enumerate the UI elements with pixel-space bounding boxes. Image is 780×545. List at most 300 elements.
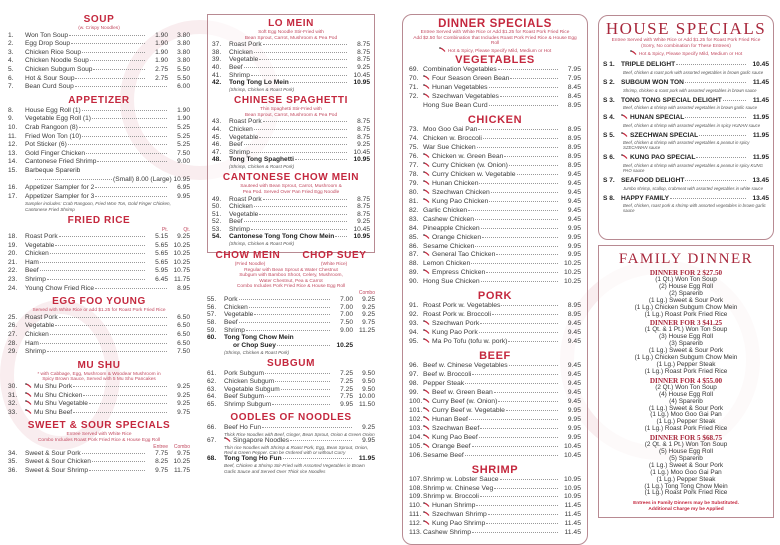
section-heading: [207, 358, 375, 370]
menu-item[interactable]: [409, 102, 581, 111]
item-number: S 3.: [603, 96, 615, 104]
item-price: 9.45: [567, 397, 581, 405]
menu-item[interactable]: [8, 107, 190, 116]
dot-leader: [265, 396, 330, 397]
dot-leader: [469, 419, 558, 420]
menu-item[interactable]: [409, 260, 581, 269]
item-price: 8.45: [567, 84, 581, 92]
dot-leader: [89, 403, 167, 404]
item-line: [409, 84, 581, 93]
hot-pepper-icon: [25, 409, 32, 414]
menu-item[interactable]: [409, 234, 581, 243]
hot-pepper-icon: [621, 114, 628, 119]
menu-item[interactable]: [212, 203, 370, 211]
item-line: [212, 226, 370, 234]
family-dinner-option[interactable]: [603, 434, 769, 497]
item-line: [212, 56, 370, 64]
menu-item[interactable]: [207, 311, 375, 319]
dot-leader: [75, 86, 167, 87]
menu-item[interactable]: [409, 269, 581, 278]
section-note: Spicy Brown Sauce, Served with 5 Mu Shu Pancakes: [42, 377, 156, 383]
menu-item[interactable]: [409, 398, 581, 407]
menu-item[interactable]: [212, 141, 370, 149]
item-name: Shrimp w. Lobster Sauce: [423, 475, 499, 483]
menu-item[interactable]: [8, 322, 190, 331]
menu-item[interactable]: [212, 64, 370, 72]
menu-item[interactable]: [8, 193, 190, 212]
dot-leader: [468, 210, 558, 211]
item-number: 11.: [8, 132, 17, 140]
item-price: 9.45: [567, 206, 581, 214]
menu-item[interactable]: [8, 133, 190, 142]
hot-pepper-icon: [423, 425, 430, 430]
item-line: [212, 134, 370, 142]
item-number: 48.: [212, 156, 222, 164]
menu-item[interactable]: [8, 32, 190, 41]
item-description: Beef, Chicken & Shrimp Stir-Fried with Assorted Vegetables in Brown Garlic Sauce and Served Over Thick rice Noodles: [224, 463, 365, 474]
item-number: 79.: [409, 179, 419, 187]
dot-leader: [472, 374, 558, 375]
menu-item[interactable]: [8, 285, 190, 294]
menu-item[interactable]: [8, 314, 190, 323]
item-name: Barbeque Sparerib: [25, 166, 81, 174]
menu-item[interactable]: [207, 455, 375, 474]
item-price: 9.45: [567, 170, 581, 178]
menu-item[interactable]: [8, 124, 190, 133]
item-name: Lemon Chicken: [423, 260, 471, 268]
menu-item[interactable]: [409, 225, 581, 234]
item-name: Beef w. Green Bean: [432, 388, 493, 396]
item-price: 8.95: [567, 311, 581, 319]
item-price: 8.95: [567, 135, 581, 143]
menu-item[interactable]: [409, 278, 581, 287]
item-number: S 5.: [603, 131, 615, 139]
dot-leader: [40, 262, 145, 263]
item-number: 109.: [409, 493, 423, 501]
item-number: 86.: [409, 242, 419, 250]
item-number: 38.: [212, 48, 222, 56]
section-title: SHRIMP: [471, 463, 519, 476]
item-line: [8, 32, 190, 41]
dinner-option-line: (1 Lg.) Chicken Subgum Chow Mein: [634, 303, 738, 311]
item-name: Beef w. Chinese Vegetables: [423, 362, 508, 370]
dinner-option-title: DINNER FOR 5 $68.75: [649, 434, 723, 443]
menu-item[interactable]: [409, 380, 581, 389]
menu-item[interactable]: [409, 75, 581, 84]
item-number: 59.: [207, 326, 217, 334]
item-price: 8.75: [357, 56, 370, 64]
item-name: Shrimp: [25, 276, 46, 284]
menu-item[interactable]: [8, 400, 190, 409]
item-name: Chicken Rice Soup: [25, 48, 82, 56]
item-description: Shrimp, chicken & roast pork with assorted vegetables in brown sauce: [623, 87, 757, 93]
dot-leader: [498, 401, 558, 402]
item-name: Singapore Noodles: [233, 436, 290, 444]
item-number: 82.: [409, 206, 419, 214]
menu-item[interactable]: [8, 331, 190, 340]
menu-item[interactable]: [8, 267, 190, 276]
dinner-option-line: (1 Lg.) Chicken Subgum Chow Mein: [634, 354, 738, 362]
menu-item[interactable]: [409, 171, 581, 180]
item-price: 8.75: [357, 48, 370, 56]
item-line: [409, 302, 581, 311]
item-price: 9.95: [567, 224, 581, 232]
menu-item[interactable]: [409, 493, 581, 502]
menu-item[interactable]: [409, 320, 581, 329]
item-number: 87.: [409, 251, 419, 259]
menu-item[interactable]: [409, 520, 581, 529]
menu-item[interactable]: [207, 437, 375, 456]
price-column-header: Pt.: [161, 227, 168, 234]
menu-item[interactable]: [409, 443, 581, 452]
menu-section: [8, 215, 190, 293]
family-dinner-option[interactable]: [603, 377, 769, 433]
menu-item[interactable]: [409, 485, 581, 494]
section-note: Sauteed with Bean Sprout, Carrot, Mushroom &: [240, 184, 342, 190]
item-name: Young Chow Fried Rice: [25, 284, 95, 292]
item-number: 45.: [212, 133, 222, 141]
item-price: 9.75: [177, 408, 190, 416]
menu-item[interactable]: [212, 211, 370, 219]
menu-item[interactable]: [207, 327, 375, 335]
item-number: 100.: [409, 397, 423, 405]
menu-item[interactable]: [8, 409, 190, 418]
menu-item[interactable]: [409, 302, 581, 311]
menu-item[interactable]: [409, 434, 581, 443]
item-line: [603, 114, 769, 123]
item-name: KUNG PAO SPECIAL: [630, 154, 696, 162]
item-number: 80.: [409, 188, 419, 196]
item-price: 10.25: [563, 260, 581, 268]
item-number: 103.: [409, 424, 423, 432]
item-name: Sesame Beef: [423, 451, 464, 459]
item-number: 51.: [212, 210, 222, 218]
menu-item[interactable]: [603, 79, 769, 93]
menu-item[interactable]: [603, 114, 769, 128]
menu-item[interactable]: [8, 458, 190, 467]
item-name: Beef Subgum: [224, 393, 264, 401]
dot-leader: [685, 180, 746, 181]
dot-leader: [699, 135, 746, 136]
menu-item[interactable]: [409, 425, 581, 434]
item-name: Chicken Subgum: [224, 378, 275, 385]
item-price-sizes: (Small) 8.00 (Large) 10.95: [113, 175, 190, 183]
menu-item[interactable]: [8, 467, 190, 476]
item-name: Fried Won Ton (10): [25, 132, 82, 140]
family-dinner-option[interactable]: [603, 319, 769, 375]
menu-item[interactable]: [603, 177, 769, 191]
menu-item[interactable]: [409, 153, 581, 162]
item-description: Beef, chicken & shrimp with assorted vegetables & peanut in spicy SZECHWAN sauce: [623, 140, 750, 151]
menu-item[interactable]: [409, 189, 581, 198]
item-number: 46.: [212, 141, 222, 149]
item-price: 1.90: [155, 48, 168, 56]
menu-section: [8, 296, 190, 357]
family-dinner-option[interactable]: [603, 269, 769, 318]
menu-item[interactable]: [8, 115, 190, 124]
hot-pepper-icon: [423, 234, 430, 239]
item-name: Ma Po Tofu (tofu w. pork): [432, 338, 508, 346]
menu-item[interactable]: [409, 416, 581, 425]
menu-item[interactable]: [8, 49, 190, 58]
item-line: [409, 171, 581, 180]
dot-leader: [472, 446, 558, 447]
item-price: 9.45: [567, 338, 581, 346]
menu-item[interactable]: [212, 56, 370, 64]
menu-item[interactable]: [409, 311, 581, 320]
menu-item[interactable]: [207, 334, 375, 355]
dot-leader: [89, 470, 145, 471]
dinner-option-line: (2 Qt. & 1 Pt.) Won Ton Soup: [644, 441, 728, 449]
item-name: Roast Pork: [229, 118, 262, 126]
item-name: Appetizer Sampler for 3: [25, 192, 95, 200]
item-number: 81.: [409, 197, 419, 205]
dot-leader: [251, 152, 347, 153]
menu-item[interactable]: [8, 348, 190, 357]
menu-item[interactable]: [409, 362, 581, 371]
menu-item[interactable]: [8, 392, 190, 401]
dot-leader: [494, 392, 558, 393]
menu-item[interactable]: [212, 134, 370, 142]
dot-leader: [510, 78, 558, 79]
menu-item[interactable]: [212, 156, 370, 169]
menu-item[interactable]: [409, 66, 581, 75]
item-number: 26.: [8, 322, 18, 330]
menu-item[interactable]: [8, 450, 190, 459]
dot-leader: [498, 69, 558, 70]
item-line: [409, 389, 581, 398]
menu-item[interactable]: [212, 233, 370, 246]
item-line: [409, 102, 581, 111]
menu-item[interactable]: [8, 167, 190, 184]
menu-item[interactable]: [409, 502, 581, 511]
menu-item[interactable]: [207, 424, 375, 437]
menu-item[interactable]: [603, 195, 769, 214]
item-line: [212, 233, 370, 241]
menu-item[interactable]: [409, 216, 581, 225]
dot-leader: [97, 161, 167, 162]
item-line: [8, 141, 190, 150]
item-line: [8, 176, 190, 185]
item-name: Pork: [224, 295, 238, 303]
menu-item[interactable]: [8, 383, 190, 392]
menu-item[interactable]: [603, 61, 769, 75]
menu-section: [8, 95, 190, 212]
menu-item[interactable]: [603, 97, 769, 111]
menu-item[interactable]: [207, 296, 375, 304]
menu-item[interactable]: [409, 251, 581, 260]
item-number: 91.: [409, 302, 419, 310]
menu-item[interactable]: [409, 84, 581, 93]
item-price: 9.75: [362, 319, 375, 327]
menu-item[interactable]: [8, 158, 190, 167]
menu-item[interactable]: [8, 57, 190, 66]
menu-item[interactable]: [212, 149, 370, 157]
menu-item[interactable]: [409, 407, 581, 416]
dot-leader: [251, 229, 347, 230]
menu-item[interactable]: [212, 226, 370, 234]
item-name: Chicken: [229, 48, 253, 56]
section-note: Combo Includes Pork Fried Rice & House Egg Roll: [236, 284, 346, 290]
item-price: 1.90: [155, 31, 168, 39]
menu-item[interactable]: [603, 154, 769, 173]
item-price: 9.25: [177, 383, 190, 390]
menu-item[interactable]: [207, 319, 375, 327]
section-title: CHICKEN: [467, 114, 523, 127]
item-line: [8, 83, 190, 92]
section-title: OODLES OF NOODLES: [230, 411, 352, 423]
menu-item[interactable]: [409, 452, 581, 461]
menu-item[interactable]: [409, 476, 581, 485]
menu-item[interactable]: [409, 180, 581, 189]
item-name: Tong Tong Chow Mein: [224, 334, 294, 342]
item-price: 9.25: [357, 63, 370, 71]
menu-item[interactable]: [409, 389, 581, 398]
item-name: Tong Tong Spaghetti: [229, 156, 294, 164]
item-name: Hunan Chicken: [432, 179, 479, 187]
dinner-option-title: DINNER FOR 4 $55.00: [649, 376, 723, 385]
item-number: 71.: [409, 84, 419, 92]
menu-item[interactable]: [409, 329, 581, 338]
menu-item[interactable]: [207, 304, 375, 312]
dot-leader: [95, 187, 167, 188]
menu-item[interactable]: [212, 72, 370, 80]
dot-leader: [95, 196, 167, 197]
item-name: Curry Beef w. Vegetable: [432, 406, 505, 414]
dot-leader: [263, 199, 347, 200]
menu-item[interactable]: [409, 198, 581, 207]
item-number: 84.: [409, 224, 419, 232]
menu-item[interactable]: [409, 529, 581, 538]
item-name: Roast Pork: [229, 41, 262, 49]
item-price: 6.50: [177, 313, 190, 321]
menu-section: [409, 114, 581, 287]
dinner-option-line: (4) Sparerib: [669, 397, 703, 405]
menu-item[interactable]: [212, 126, 370, 134]
item-price: 9.95: [177, 192, 190, 200]
menu-item[interactable]: [212, 196, 370, 204]
menu-item[interactable]: [8, 259, 190, 268]
menu-item[interactable]: [8, 141, 190, 150]
item-price: 11.45: [564, 520, 581, 528]
item-line: [207, 311, 375, 319]
item-line: [207, 304, 375, 312]
menu-item[interactable]: [409, 93, 581, 102]
price-column-header: Qt.: [183, 227, 190, 234]
menu-item[interactable]: [212, 118, 370, 126]
item-name: Ham: [25, 258, 39, 266]
menu-item[interactable]: [207, 393, 375, 401]
dinner-option-line: (2 Qt.) Won Ton Soup: [655, 383, 717, 391]
item-number: 42.: [212, 79, 222, 87]
item-description: Beef, chicken, roast pork & shrimp with assorted vegetables in brown garlic sauce: [623, 203, 766, 214]
menu-item[interactable]: [8, 40, 190, 49]
dot-leader: [478, 129, 558, 130]
menu-item[interactable]: [603, 132, 769, 151]
item-number: 13.: [8, 149, 18, 157]
menu-item[interactable]: [212, 41, 370, 49]
item-price: 7.95: [567, 66, 581, 74]
menu-item[interactable]: [409, 338, 581, 347]
menu-item[interactable]: [409, 135, 581, 144]
item-description: (Shrimp, Chicken & Roast Pork): [229, 163, 295, 169]
dinner-option-line: (1 Lg.) Roast Pork Fried Rice: [644, 367, 728, 375]
hot-pepper-icon: [423, 198, 430, 203]
item-line: [409, 162, 581, 171]
menu-item[interactable]: [207, 378, 375, 386]
menu-section: [8, 360, 190, 418]
item-line: [409, 311, 581, 320]
menu-item[interactable]: [207, 401, 375, 409]
menu-item[interactable]: [8, 150, 190, 159]
item-price: 7.50: [177, 348, 190, 356]
menu-item[interactable]: [212, 218, 370, 226]
item-line: [207, 327, 375, 335]
item-price: 10.75: [173, 267, 190, 275]
item-number: 18.: [8, 233, 18, 241]
item-name: Hot & Sour Soup: [25, 74, 75, 82]
menu-item[interactable]: [8, 184, 190, 193]
menu-item[interactable]: [409, 144, 581, 153]
menu-item[interactable]: [8, 75, 190, 84]
menu-item[interactable]: [8, 340, 190, 349]
dot-leader: [492, 314, 558, 315]
item-name: Bean Curd Soup: [25, 83, 74, 91]
menu-item[interactable]: [212, 49, 370, 57]
item-number: 22.: [8, 267, 18, 275]
menu-item[interactable]: [409, 126, 581, 135]
item-price: 11.95: [752, 154, 769, 162]
menu-item[interactable]: [8, 242, 190, 251]
hot-pepper-icon: [224, 437, 231, 442]
family-dinner-box: [598, 245, 774, 518]
menu-item[interactable]: [8, 83, 190, 92]
dot-leader: [35, 179, 112, 180]
dot-leader: [93, 69, 145, 70]
menu-item[interactable]: [409, 243, 581, 252]
dinner-option-line: (1 Lg.) Moo Goo Gai Pan: [650, 411, 722, 419]
menu-item[interactable]: [409, 162, 581, 171]
dot-leader: [83, 395, 167, 396]
menu-item[interactable]: [409, 207, 581, 216]
item-number: 98.: [409, 379, 419, 387]
menu-item[interactable]: [409, 511, 581, 520]
item-name: Four Season Green Bean: [432, 75, 510, 83]
menu-item[interactable]: [207, 386, 375, 394]
menu-item[interactable]: [8, 250, 190, 259]
item-line: [212, 141, 370, 149]
menu-item[interactable]: [409, 371, 581, 380]
menu-item[interactable]: [207, 370, 375, 378]
menu-item[interactable]: [8, 276, 190, 285]
item-price: 9.45: [567, 329, 581, 337]
dinner-option-line: (1 Lg.) Roast Pork Fried Rice: [644, 489, 728, 497]
menu-section: [409, 350, 581, 460]
item-price: 9.50: [362, 370, 375, 378]
menu-item[interactable]: [8, 66, 190, 75]
dot-leader: [335, 236, 347, 237]
item-name: Chicken w. Broccoli: [423, 135, 482, 143]
menu-item[interactable]: [212, 79, 370, 92]
dinner-option-line: (1 Lg.) Tong Tong Chow Mein: [644, 482, 728, 490]
section-title: SOUP: [83, 14, 115, 25]
item-number: 40.: [212, 63, 222, 71]
menu-item[interactable]: [8, 233, 190, 242]
item-price: 8.75: [357, 203, 370, 211]
dinner-option-line: (1 Qt.) Won Ton Soup: [655, 276, 717, 283]
item-line: [409, 269, 581, 278]
item-line: [409, 476, 581, 485]
